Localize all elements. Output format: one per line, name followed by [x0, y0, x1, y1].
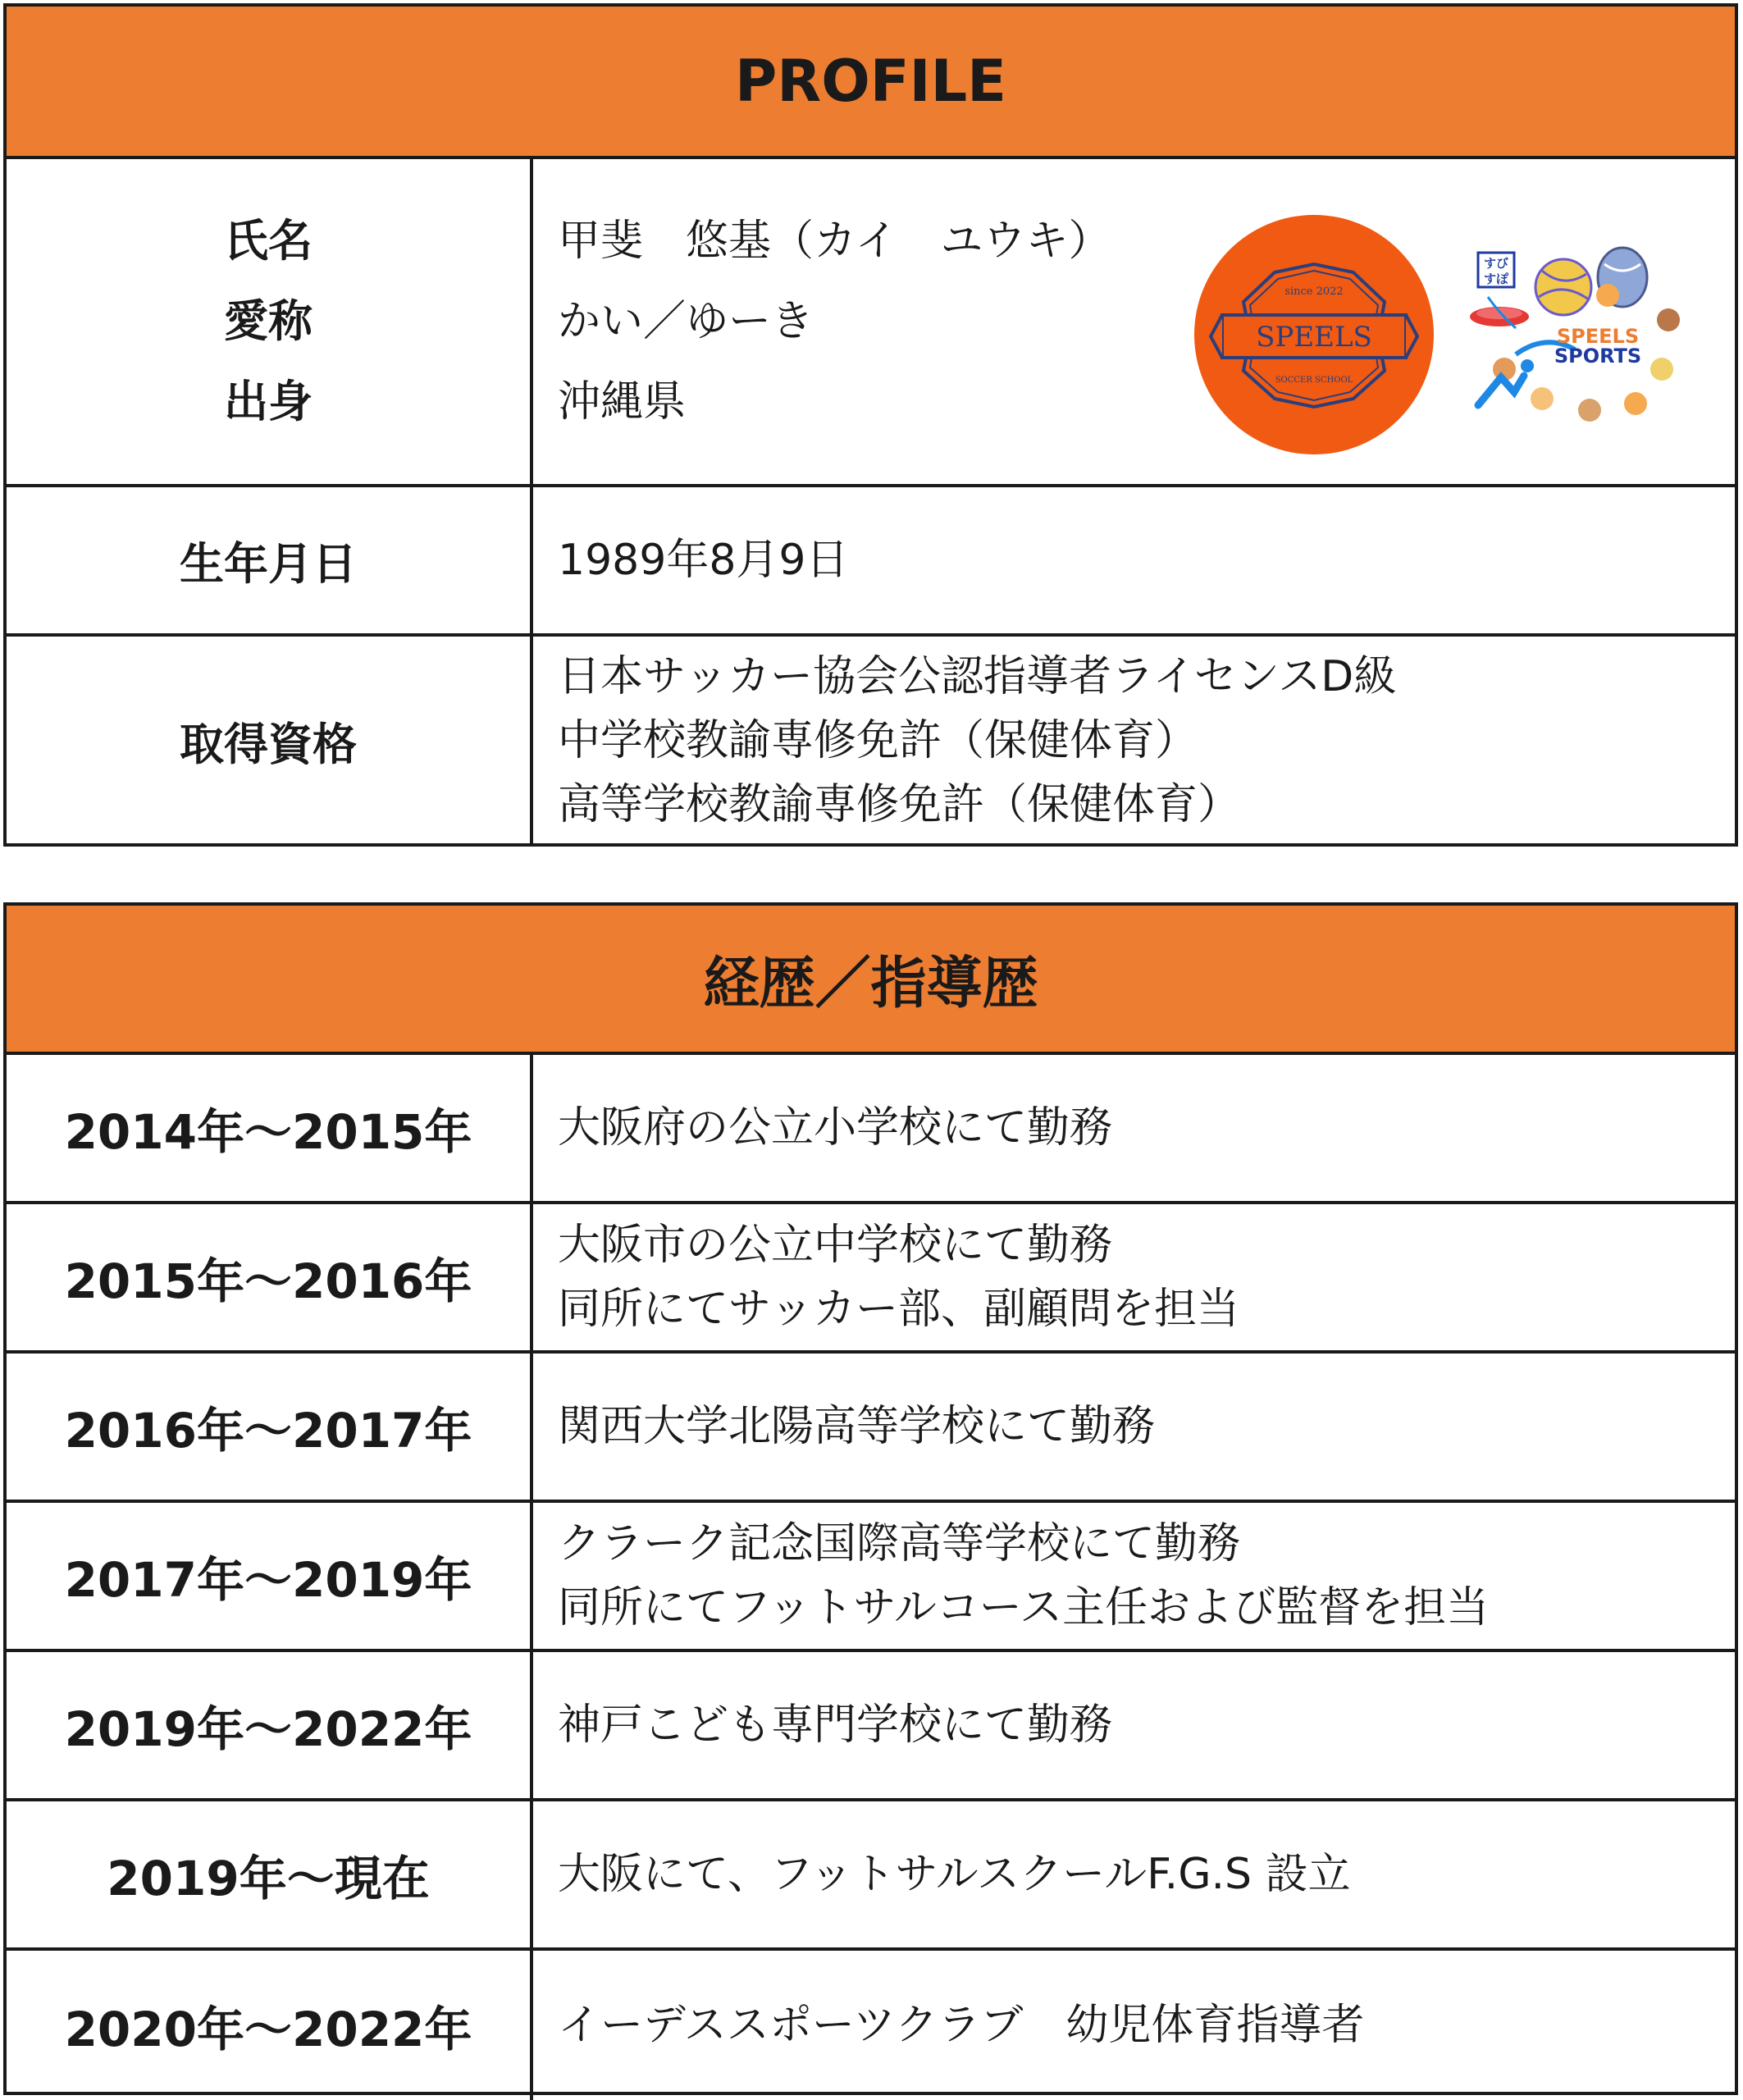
history-period: 2019年～2022年	[7, 1652, 533, 1798]
history-row	[7, 1503, 1735, 1652]
history-row	[7, 1354, 1735, 1503]
profile-birthday-row	[7, 487, 1735, 637]
history-row	[7, 1055, 1735, 1204]
history-period: 2020年～2022年	[7, 1951, 533, 2100]
origin-label: 出身	[224, 376, 313, 427]
history-period: 2017年～2019年	[7, 1503, 533, 1649]
history-detail: 関西大学北陽高等学校にて勤務	[558, 1402, 1156, 1451]
history-period: 2015年～2016年	[7, 1204, 533, 1350]
birthday-label: 生年月日	[7, 487, 533, 633]
history-table	[3, 902, 1738, 2095]
svg-text:since 2022: since 2022	[1284, 285, 1344, 298]
history-header: 経歴／指導歴	[7, 906, 1735, 1055]
profile-table	[3, 3, 1738, 847]
history-row	[7, 1951, 1735, 2100]
nickname-label: 愛称	[224, 295, 313, 347]
license-item: 中学校教諭専修免許（保健体育）	[558, 716, 1198, 765]
profile-license-row	[7, 637, 1735, 845]
history-row	[7, 1204, 1735, 1354]
profile-identity-row	[7, 159, 1735, 487]
license-values	[533, 637, 1735, 845]
history-detail: 神戸こども専門学校にて勤務	[558, 1701, 1113, 1750]
svg-text:SOCCER SCHOOL: SOCCER SCHOOL	[1275, 376, 1353, 385]
svg-text:SPORTS: SPORTS	[1554, 345, 1642, 368]
history-detail: 大阪にて、フットサルスクールF.G.S 設立	[558, 1850, 1351, 1899]
license-item: 高等学校教諭専修免許（保健体育）	[558, 780, 1241, 829]
identity-labels	[7, 159, 533, 484]
svg-text:すぽ: すぽ	[1483, 272, 1509, 286]
origin-value: 沖縄県	[558, 377, 687, 427]
history-detail: クラーク記念国際高等学校にて勤務 同所にてフットサルコース主任および監督を担当	[558, 1519, 1490, 1632]
nickname-value: かい／ゆーき	[558, 297, 814, 346]
history-detail: 大阪市の公立中学校にて勤務 同所にてサッカー部、副顧問を担当	[558, 1221, 1239, 1334]
name-label: 氏名	[224, 215, 313, 267]
license-item: 日本サッカー協会公認指導者ライセンスD級	[558, 652, 1397, 701]
history-detail: イーデススポーツクラブ 幼児体育指導者	[558, 2001, 1365, 2050]
history-row	[7, 1801, 1735, 1951]
name-value: 甲斐 悠基（カイ ユウキ）	[558, 217, 1111, 266]
profile-header: PROFILE	[7, 7, 1735, 159]
history-row	[7, 1652, 1735, 1801]
birthday-value: 1989年8月9日	[558, 536, 849, 585]
svg-text:SPEELS: SPEELS	[1556, 325, 1640, 348]
speels-sports-logo	[1467, 231, 1688, 436]
speels-soccer-school-logo	[1193, 213, 1435, 456]
svg-text:SPEELS: SPEELS	[1256, 321, 1372, 354]
history-period: 2019年～現在	[7, 1801, 533, 1947]
license-label: 取得資格	[7, 637, 533, 845]
history-period: 2014年～2015年	[7, 1055, 533, 1201]
svg-text:すび: すび	[1483, 256, 1509, 271]
history-period: 2016年～2017年	[7, 1354, 533, 1500]
history-detail: 大阪府の公立小学校にて勤務	[558, 1103, 1113, 1153]
